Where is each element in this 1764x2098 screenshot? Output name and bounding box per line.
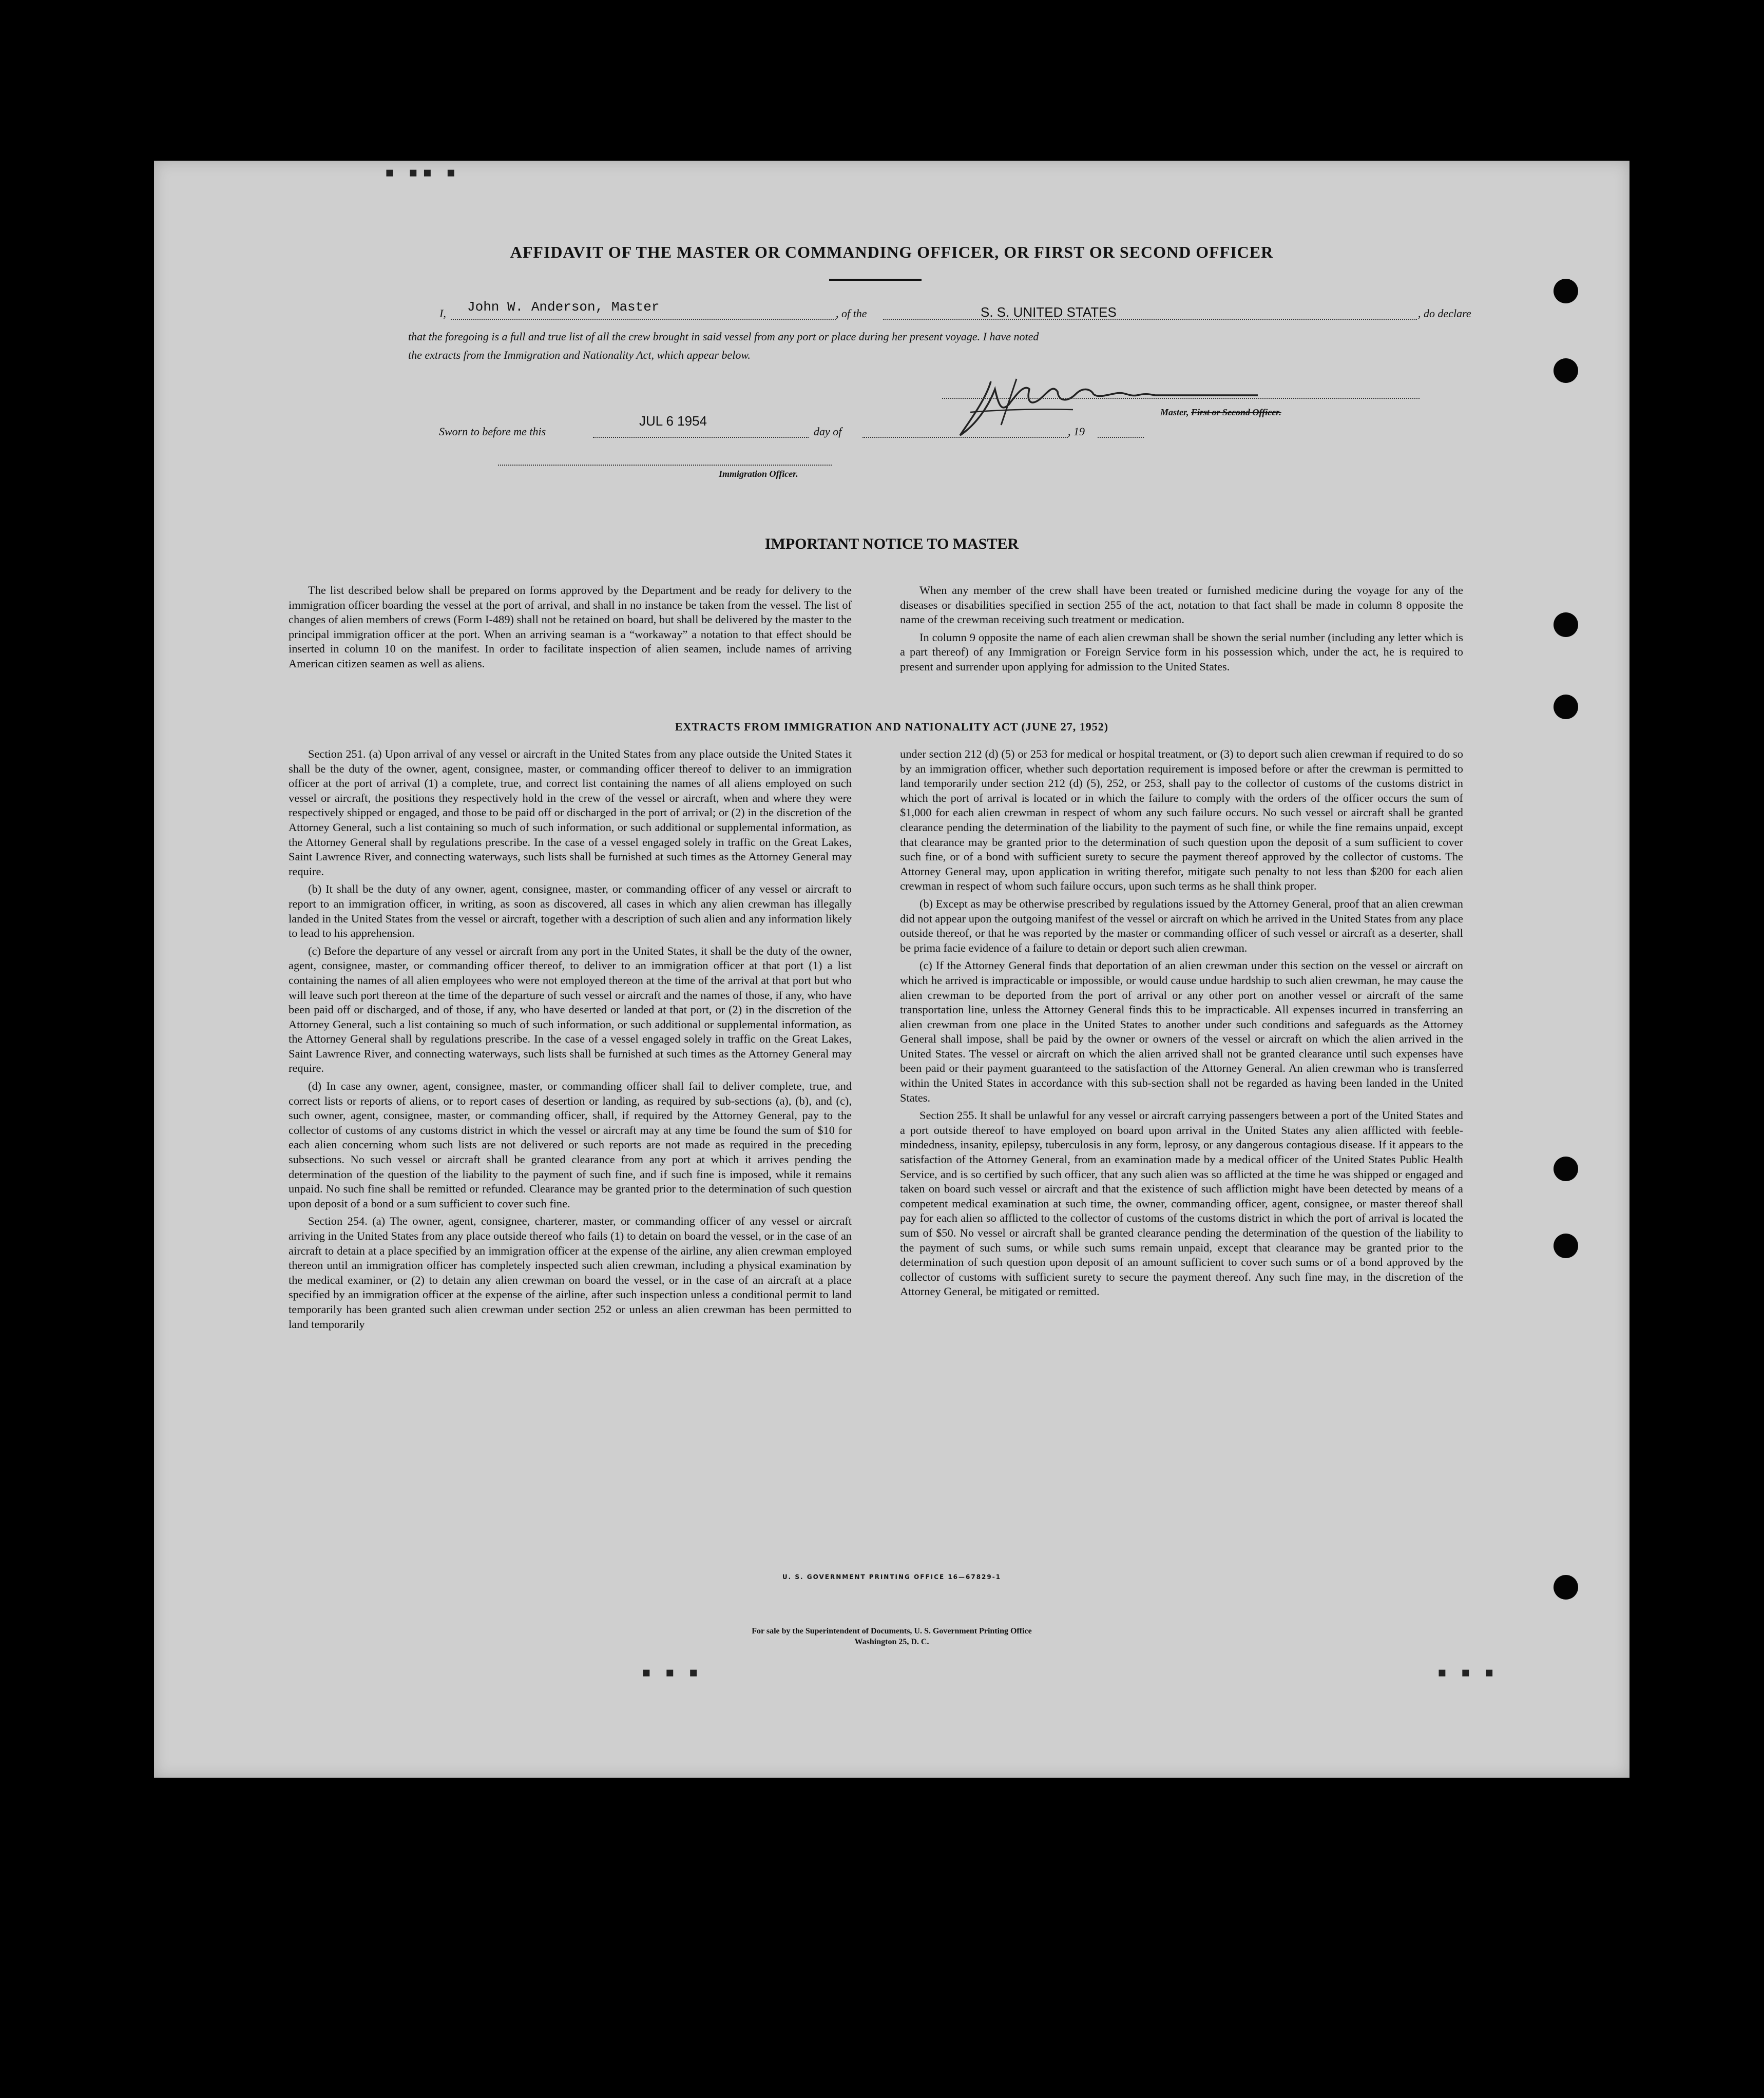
declaration-i-label: I, — [439, 307, 446, 320]
sworn-date-stamp: JUL 6 1954 — [639, 413, 707, 429]
extract-section-254b: (b) Except as may be otherwise prescribed by regulations issued by the Attorney General, proof that an alien crewman did not appear upon the outgoing manifest of the vessel or aircraft on which he arrived in the United States from any place outside thereof, or that he was reported by the master or commanding officer of such vessel or aircraft as a deserter, shall be prima facie evidence of a failure to detain or deport such alien crewman. — [900, 897, 1463, 954]
signature-caption — [1160, 407, 1281, 418]
punch-hole-icon — [1554, 1234, 1578, 1258]
extract-section-254a-cont: under section 212 (d) (5) or 253 for medical or hospital treatment, or (3) to deport such alien crewman if required to do so by an immigration officer, whether such deportation requirement is imposed before or after the crewman is permitted to land temporarily under section 212 (d) (5), 252, or 253, shall pay to the collector of customs of the customs district in which the port of arrival is located or in which the failure to comply with the orders of the officer occurs the sum of $1,000 for each alien crewman in respect of whom any such failure occurs. No such vessel or aircraft shall be granted clearance pending the determination of the liability to the payment of such fine, or while the fine remains unpaid, except that clearance may be granted prior to the determination of such question upon the deposit of a sum sufficient to cover such fine, or of a bond with sufficient surety to secure the payment thereof approved by the collector of customs. The Attorney General may, upon application in writing therefor, mitigate such penalty to not less than $200 for each alien crewman in respect of whom such failure occurs, upon such terms as he shall think proper. — [900, 747, 1463, 893]
sworn-day-line — [593, 437, 809, 438]
punch-hole-icon — [1554, 358, 1578, 383]
immigration-officer-caption: Immigration Officer. — [719, 469, 798, 479]
name-field-line — [451, 319, 836, 320]
sworn-year-line — [1098, 437, 1144, 438]
document-page — [154, 161, 1629, 1778]
extracts-left-column — [289, 747, 852, 1335]
declaration-line-2: that the foregoing is a full and true list of all the crew brought in said vessel from any port or place during her present voyage. I have noted — [408, 330, 1039, 343]
scan-specks: ▪ ▪ ▪ — [1437, 1665, 1499, 1680]
punch-hole-icon — [1554, 612, 1578, 637]
punch-hole-icon — [1554, 279, 1578, 303]
declaration-line-3: the extracts from the Immigration and Nationality Act, which appear below. — [408, 349, 751, 361]
extract-section-255: Section 255. It shall be unlawful for any vessel or aircraft carrying passengers between a port of the United States and a port outside thereof to have employed on board upon arrival in the United States any alien afflicted with feeble-mindedness, insanity, epilepsy, tuberculosis in any form, leprosy, or any dangerous contagious disease. If it appears to the satisfaction of the Attorney General, from an examination made by a medical officer of the United States Public Health Service, and is so certified by such officer, that any such alien was so afflicted at the time he was shipped or engaged and taken on board such vessel or aircraft and that the existence of such affliction might have been detected by means of a competent medical examination at such time, the owner, commanding officer, agent, consignee, or master thereof shall pay for each alien so afflicted to the collector of customs of the customs district in which the port of arrival is located the sum of $50. No vessel or aircraft shall be granted clearance pending the determination of the question of the liability to the payment of such sums, or while such sums remain unpaid, except that clearance may be granted prior to the determination of such question upon deposit of an amount sufficient to cover such sums or of a bond approved by the collector of customs with sufficient surety to secure the payment thereof. Any such fine may, in the discretion of the Attorney General, be mitigated or remitted. — [900, 1109, 1463, 1298]
sworn-month-line — [862, 437, 1068, 438]
extract-section-251d: (d) In case any owner, agent, consignee, master, or commanding officer shall fail to deliver complete, true, and correct lists or reports of aliens, or to report cases of desertion or landing, as required by sub-sections (a), (b), and (c), such owner, agent, consignee, master, or commanding officer, shall, if required by the Attorney General, pay to the collector of customs of any customs district in which the vessel or aircraft may at any time be found the sum of $10 for each alien concerning whom such lists are not delivered or such reports are not made as required in the preceding subsections. No such vessel or aircraft shall be granted clearance from any port at which it arrives pending the determination of the question of the liability to the payment of such fine, and if such fine is imposed, while it remains unpaid. No such fine shall be remitted or refunded. Clearance may be granted prior to the determination of such question upon deposit of a bond or a sum sufficient to cover such fine. — [289, 1080, 852, 1210]
extract-section-251c: (c) Before the departure of any vessel or aircraft from any port in the United States, it shall be the duty of the owner, agent, consignee, master, or commanding officer thereof, to deliver to an immigration officer at that port (1) a list containing the names of all alien employees who were not employed thereon at the time of the arrival at that port but who will leave such port thereon at the time of the departure of such vessel or aircraft and the names of those, if any, who have been paid off or discharged, and of those, if any, who have deserted or landed at that port, or (2) in the discretion of the Attorney General, such a list containing so much of such information, or such additional or supplemental information, as the Attorney General shall by regulations prescribe. In the case of a vessel engaged solely in traffic on the Great Lakes, Saint Lawrence River, and connecting waterways, such lists shall be furnished at such times as the Attorney General may require. — [289, 944, 852, 1075]
signature-caption-master: Master, — [1160, 407, 1189, 417]
signature-caption-struck: First or Second Officer. — [1191, 407, 1281, 417]
footer-sale-line: For sale by the Superintendent of Documents, U. S. Government Printing Office — [752, 1627, 1032, 1635]
printing-office-line: U. S. GOVERNMENT PRINTING OFFICE 16—67829-1 — [782, 1573, 1002, 1581]
notice-left-paragraph: The list described below shall be prepared on forms approved by the Department and be ready for delivery to the immigration officer boarding the vessel at the port of arrival, and shall in no instance be taken from the vessel. The list of changes of alien members of crews (Form I-489) shall not be retained on board, but shall be delivered by the master to the principal immigration officer at the port. When an arriving seaman is a “workaway” a notation to that effect should be inserted in column 10 on the manifest. In order to facilitate inspection of alien seamen, include names of arriving American citizen seamen as well as aliens. — [289, 584, 852, 670]
sworn-day-of-label: day of — [814, 425, 842, 438]
signature-line — [942, 398, 1420, 399]
extract-section-254a: Section 254. (a) The owner, agent, consignee, charterer, master, or commanding officer of any vessel or aircraft arriving in the United States from any place outside thereof who fails (1) to detain on board the vessel, or in the case of an aircraft to detain at a place specified by an immigration officer at the expense of the airline, any alien crewman employed thereon until an immigration officer has completely inspected such alien crewman, including a physical examination by the medical examiner, or (2) to detain any alien crewman on board the vessel, or in the case of an aircraft at a place specified by an immigration officer at the expense of the airline, after such inspection unless a conditional permit to land temporarily has been granted such alien crewman under section 252 or unless an alien crewman has been permitted to land temporarily — [289, 1215, 852, 1331]
punch-hole-icon — [1554, 695, 1578, 719]
extract-section-251b: (b) It shall be the duty of any owner, agent, consignee, master, or commanding officer of any vessel or aircraft to report to an immigration officer, in writing, as soon as discovered, all cases in which any alien crewman has illegally landed in the United States from the vessel or aircraft, together with a description of such alien and any information likely to lead to his apprehension. — [289, 882, 852, 940]
extract-section-254c: (c) If the Attorney General finds that deportation of an alien crewman under this section on the vessel or aircraft on which he arrived is impracticable or impossible, or would cause undue hardship to such alien crewman, he may cause the alien crewman to be deported from the port of arrival or any other port on another vessel or aircraft of the same transportation line, unless the Attorney General finds this to be impracticable. All expenses incurred in transferring an alien crewman from one place in the United States to another under such conditions and safeguards as the Attorney General shall impose, shall be paid by the owner or owners of the vessel or aircraft on which the alien arrived in the United States. The vessel or aircraft on which the alien arrived shall not be granted clearance until such expenses have been paid or their payment guaranteed to the satisfaction of the Attorney General. An alien crewman who is transferred within the United States in accordance with this sub-section shall not be regarded as having been landed in the United States. — [900, 959, 1463, 1104]
declaration-do-declare-label: , do declare — [1418, 307, 1471, 320]
title-rule — [829, 279, 922, 281]
master-name-value: John W. Anderson, Master — [467, 299, 660, 315]
notice-right-column — [900, 583, 1463, 678]
extract-section-251a: Section 251. (a) Upon arrival of any vessel or aircraft in the United States from any place outside the United States it shall be the duty of the owner, agent, consignee, master, or commanding officer thereof to deliver to an immigration officer at the port of arrival (1) a complete, true, and correct list containing the names of all aliens employed on such vessel or aircraft, the positions they respectively hold in the crew of the vessel or aircraft, when and where they were respectively shipped or engaged, and those to be paid off or discharged in the port of arrival; or (2) in the discretion of the Attorney General, such a list containing so much of such information, or such additional or supplemental information, as the Attorney General shall by regulations prescribe. In the case of a vessel engaged solely in traffic on the Great Lakes, Saint Lawrence River, and connecting waterways, such lists shall be furnished at such times as the Attorney General may require. — [289, 747, 852, 878]
punch-hole-icon — [1554, 1157, 1578, 1181]
notice-right-paragraph-2: In column 9 opposite the name of each alien crewman shall be shown the serial number (including any letter which is a part thereof) of any Immigration or Foreign Service form in his possession which, under the act, he is required to present and surrender upon applying for admission to the United States. — [900, 630, 1463, 673]
footer-address-line: Washington 25, D. C. — [854, 1638, 929, 1646]
immigration-officer-line — [498, 465, 832, 466]
sworn-year-prefix: , 19 — [1068, 425, 1085, 438]
declaration-of-the-label: , of the — [836, 307, 867, 320]
vessel-name-value: S. S. UNITED STATES — [981, 304, 1117, 320]
scan-specks: ▪ ▪▪ ▪ — [385, 165, 461, 180]
vessel-field-line — [883, 319, 1417, 320]
sworn-label: Sworn to before me this — [439, 425, 546, 438]
affidavit-title: AFFIDAVIT OF THE MASTER OR COMMANDING OFFICER, OR FIRST OR SECOND OFFICER — [510, 243, 1274, 261]
notice-right-paragraph-1: When any member of the crew shall have been treated or furnished medicine during the voyage for any of the diseases or disabilities specified in section 255 of the act, notation to that fact shall be made in column 8 opposite the name of the crewman receiving such treatment or medication. — [900, 584, 1463, 626]
extracts-right-column — [900, 747, 1463, 1302]
extracts-heading: EXTRACTS FROM IMMIGRATION AND NATIONALITY ACT (JUNE 27, 1952) — [675, 720, 1109, 733]
notice-left-column — [289, 583, 852, 675]
notice-heading: IMPORTANT NOTICE TO MASTER — [764, 535, 1019, 552]
handwritten-signature — [939, 363, 1350, 446]
scan-specks: ▪ ▪ ▪ — [642, 1665, 703, 1680]
